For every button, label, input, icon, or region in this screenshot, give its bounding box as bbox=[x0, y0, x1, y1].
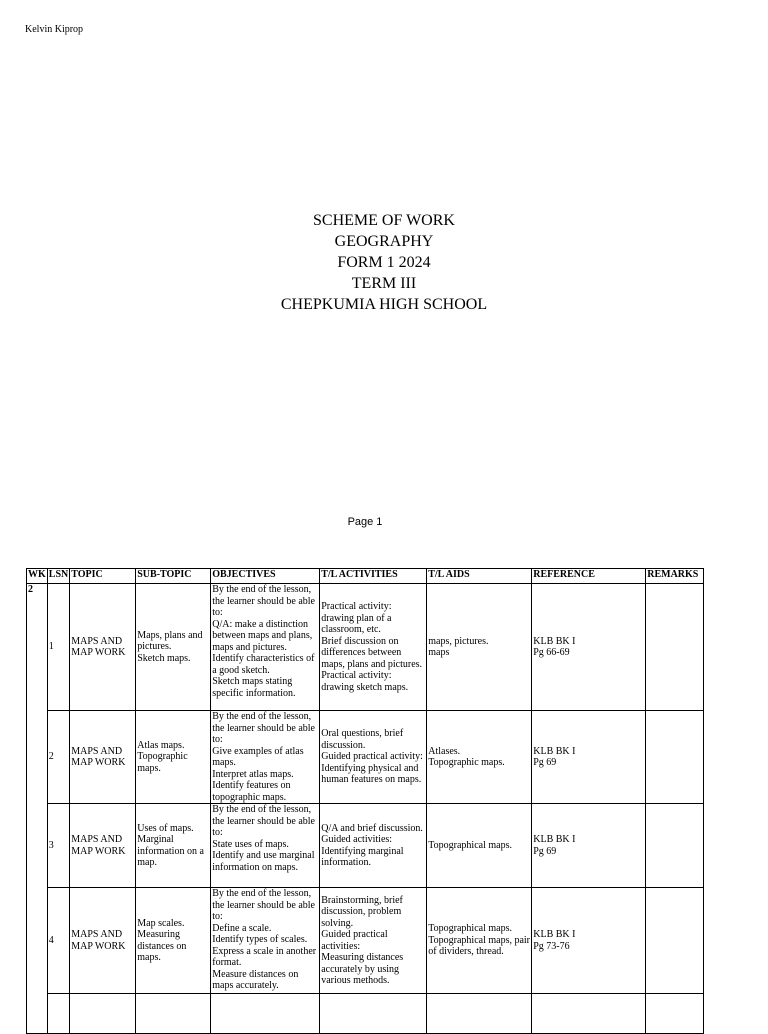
topic-cell: MAPS AND MAP WORK bbox=[70, 584, 136, 711]
page-number: Page 1 bbox=[347, 516, 383, 528]
header-activities: T/L ACTIVITIES bbox=[320, 569, 427, 584]
remarks-cell bbox=[646, 584, 704, 711]
header-lsn: LSN bbox=[47, 569, 69, 584]
lsn-cell: 4 bbox=[47, 888, 69, 994]
reference-cell: KLB BK I Pg 73-76 bbox=[532, 888, 646, 994]
empty-cell bbox=[136, 994, 211, 1034]
table-row bbox=[27, 804, 704, 888]
subtopic-cell: Atlas maps. Topographic maps. bbox=[136, 711, 211, 804]
table-row-empty bbox=[27, 994, 704, 1034]
lsn-cell: 3 bbox=[47, 804, 69, 888]
activities-cell: Oral questions, brief discussion. Guided practical activity: Identifying physical and human features on maps. bbox=[320, 711, 427, 804]
objectives-cell: By the end of the lesson, the learner should be able to: State uses of maps. Identify and use marginal information on maps. bbox=[211, 804, 320, 888]
scheme-of-work-table bbox=[26, 568, 704, 1034]
reference-cell: KLB BK I Pg 69 bbox=[532, 804, 646, 888]
table-row bbox=[27, 888, 704, 994]
header-topic: TOPIC bbox=[70, 569, 136, 584]
title-line: TERM III bbox=[351, 275, 417, 292]
activities-cell: Brainstorming, brief discussion, problem solving. Guided practical activities: Measuring distances accurately by using various methods. bbox=[320, 888, 427, 994]
empty-cell bbox=[532, 994, 646, 1034]
header-subtopic: SUB-TOPIC bbox=[136, 569, 211, 584]
remarks-cell bbox=[646, 888, 704, 994]
header-aids: T/L AIDS bbox=[427, 569, 532, 584]
subtopic-cell: Map scales. Measuring distances on maps. bbox=[136, 888, 211, 994]
empty-cell bbox=[320, 994, 427, 1034]
objectives-cell: By the end of the lesson, the learner should be able to: Give examples of atlas maps. Interpret atlas maps. Identify features on topographic maps. bbox=[211, 711, 320, 804]
header-wk: WK bbox=[27, 569, 48, 584]
document-title bbox=[0, 210, 768, 315]
reference-cell: KLB BK I Pg 69 bbox=[532, 711, 646, 804]
aids-cell: Atlases. Topographic maps. bbox=[427, 711, 532, 804]
aids-cell: Topographical maps. bbox=[427, 804, 532, 888]
empty-cell bbox=[47, 994, 69, 1034]
empty-cell bbox=[427, 994, 532, 1034]
objectives-cell: By the end of the lesson, the learner should be able to: Q/A: make a distinction between maps and plans, maps and pictures. Identify characteristics of a good sketch. Sketch maps stating specific information. bbox=[211, 584, 320, 711]
author-name: Kelvin Kiprop bbox=[25, 24, 84, 35]
topic-cell: MAPS AND MAP WORK bbox=[70, 888, 136, 994]
objectives-cell: By the end of the lesson, the learner should be able to: Define a scale. Identify types of scales. Express a scale in another format. Measure distances on maps accurately. bbox=[211, 888, 320, 994]
header-objectives: OBJECTIVES bbox=[211, 569, 320, 584]
title-line: SCHEME OF WORK bbox=[313, 212, 455, 229]
table-row bbox=[27, 584, 704, 711]
aids-cell: maps, pictures. maps bbox=[427, 584, 532, 711]
empty-cell bbox=[646, 994, 704, 1034]
subtopic-cell: Uses of maps. Marginal information on a map. bbox=[136, 804, 211, 888]
topic-cell: MAPS AND MAP WORK bbox=[70, 804, 136, 888]
remarks-cell bbox=[646, 804, 704, 888]
week-cell: 2 bbox=[27, 584, 48, 1034]
aids-cell: Topographical maps. Topographical maps, pair of dividers, thread. bbox=[427, 888, 532, 994]
reference-cell: KLB BK I Pg 66-69 bbox=[532, 584, 646, 711]
header-reference: REFERENCE bbox=[532, 569, 646, 584]
header-row bbox=[27, 569, 704, 584]
title-line: GEOGRAPHY bbox=[334, 233, 434, 250]
lsn-cell: 2 bbox=[47, 711, 69, 804]
title-line: FORM 1 2024 bbox=[337, 254, 431, 271]
empty-cell bbox=[70, 994, 136, 1034]
lsn-cell: 1 bbox=[47, 584, 69, 711]
activities-cell: Practical activity: drawing plan of a classroom, etc. Brief discussion on differences between maps, plans and pictures. Practical activity: drawing sketch maps. bbox=[320, 584, 427, 711]
header-remarks: REMARKS bbox=[646, 569, 704, 584]
topic-cell: MAPS AND MAP WORK bbox=[70, 711, 136, 804]
subtopic-cell: Maps, plans and pictures. Sketch maps. bbox=[136, 584, 211, 711]
title-line: CHEPKUMIA HIGH SCHOOL bbox=[280, 296, 488, 313]
table-row bbox=[27, 711, 704, 804]
activities-cell: Q/A and brief discussion. Guided activities: Identifying marginal information. bbox=[320, 804, 427, 888]
remarks-cell bbox=[646, 711, 704, 804]
empty-cell bbox=[211, 994, 320, 1034]
